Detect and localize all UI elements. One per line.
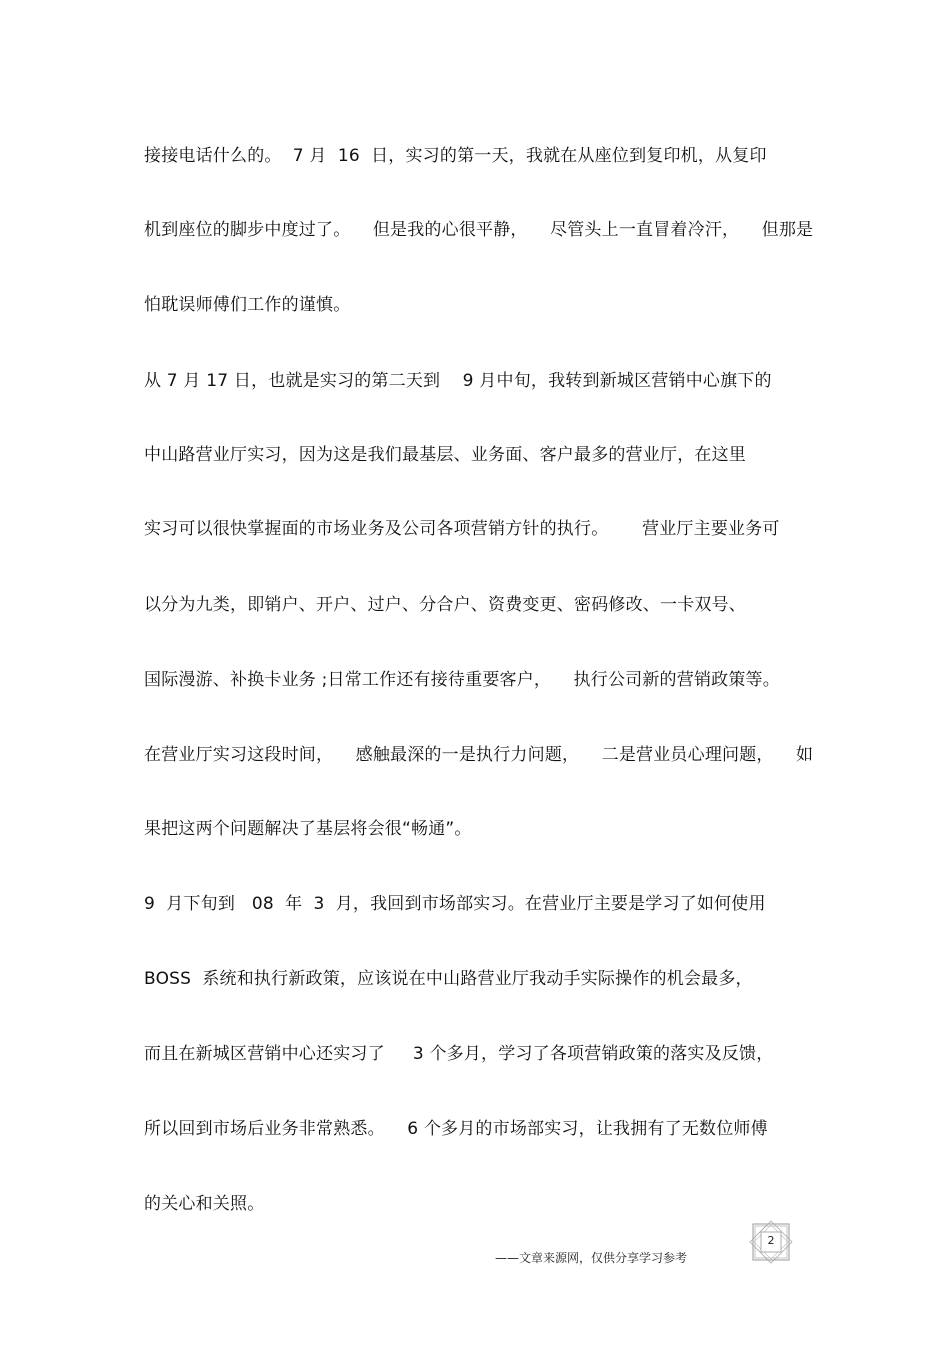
footer-source-note: ——文章来源网，仅供分享学习参考 xyxy=(495,1251,688,1265)
text-line-14: 所以回到市场后业务非常熟悉。 6 个多月的市场部实习，让我拥有了无数位师傅 xyxy=(144,1119,768,1139)
text-line-11: 9 月下旬到 08 年 3 月，我回到市场部实习。在营业厅主要是学习了如何使用 xyxy=(144,894,766,914)
page-number: 2 xyxy=(767,1234,775,1247)
text-line-13: 而且在新城区营销中心还实习了 3 个多月，学习了各项营销政策的落实及反馈， xyxy=(144,1044,774,1064)
text-line-6: 实习可以很快掌握面的市场业务及公司各项营销方针的执行。 营业厅主要业务可 xyxy=(144,519,780,539)
text-line-4: 从 7 月 17 日，也就是实习的第二天到 9 月中旬，我转到新城区营销中心旗下的 xyxy=(144,371,772,391)
text-line-8: 国际漫游、补换卡业务 ;日常工作还有接待重要客户， 执行公司新的营销政策等。 xyxy=(144,670,780,690)
text-line-10: 果把这两个问题解决了基层将会很“畅通”。 xyxy=(144,819,472,839)
page-number-badge xyxy=(747,1220,795,1264)
text-line-2: 机到座位的脚步中度过了。 但是我的心很平静， 尽管头上一直冒着冷汗， 但那是 xyxy=(144,220,814,240)
text-line-9: 在营业厅实习这段时间， 感触最深的一是执行力问题， 二是营业员心理问题， 如 xyxy=(144,745,814,765)
text-line-15: 的关心和关照。 xyxy=(144,1194,265,1214)
text-line-3: 怕耽误师傅们工作的谨慎。 xyxy=(144,295,351,315)
text-line-1: 接接电话什么的。 7 月 16 日，实习的第一天，我就在从座位到复印机，从复印 xyxy=(144,146,767,166)
text-line-5: 中山路营业厅实习，因为这是我们最基层、业务面、客户最多的营业厅，在这里 xyxy=(144,445,746,465)
text-line-12: BOSS 系统和执行新政策，应该说在中山路营业厅我动手实际操作的机会最多， xyxy=(144,969,753,989)
text-line-7: 以分为九类，即销户、开户、过户、分合户、资费变更、密码修改、一卡双号、 xyxy=(144,595,746,615)
